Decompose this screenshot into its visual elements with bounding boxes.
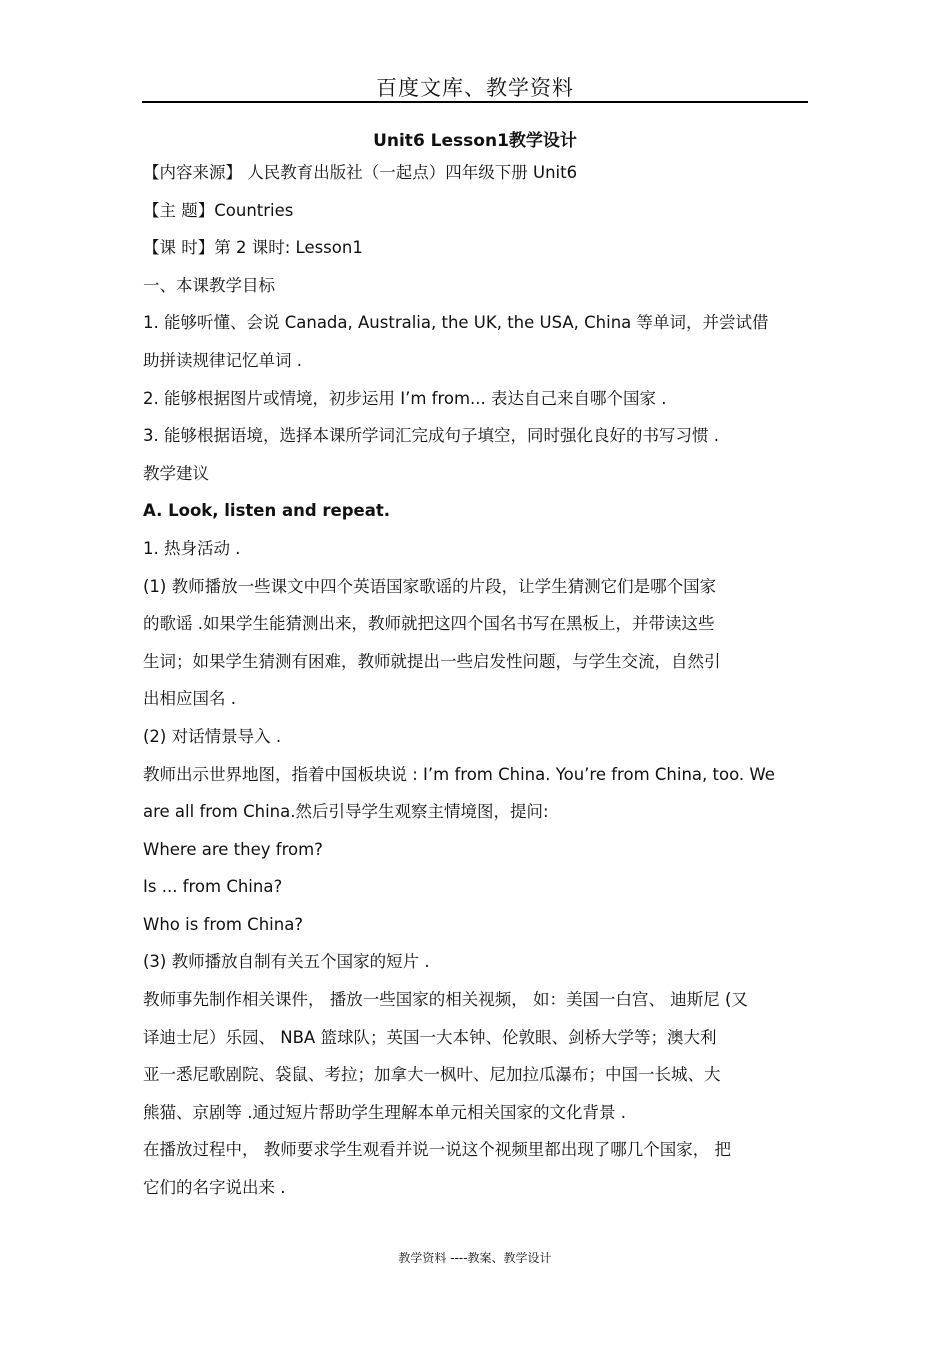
paragraph-line: 生词；如果学生猜测有困难，教师就提出一些启发性问题，与学生交流，自然引 xyxy=(143,651,721,671)
paragraph-line: Is ... from China? xyxy=(143,877,283,897)
period-line: 【课 时】第 2 课时: Lesson1 xyxy=(143,238,363,258)
paragraph-line: 译迪士尼）乐园、 NBA 篮球队；英国一大本钟、伦敦眼、剑桥大学等；澳大利 xyxy=(143,1027,717,1047)
paragraph-line: 在播放过程中， 教师要求学生观看并说一说这个视频里都出现了哪几个国家， 把 xyxy=(143,1140,731,1160)
header-divider xyxy=(142,101,808,103)
paragraph-line: 亚一悉尼歌剧院、袋鼠、考拉；加拿大一枫叶、尼加拉瓜瀑布；中国一长城、大 xyxy=(143,1065,721,1085)
document-title: Unit6 Lesson1教学设计 xyxy=(373,131,577,151)
page-header-title: 百度文库、教学资料 xyxy=(376,76,574,100)
page-footer: 教学资料 ----教案、教学设计 xyxy=(398,1251,552,1265)
paragraph-line: 3. 能够根据语境，选择本课所学词汇完成句子填空，同时强化良好的书写习惯 . xyxy=(143,426,719,446)
paragraph-line: 2. 能够根据图片或情境，初步运用 I’m from... 表达自己来自哪个国家 . xyxy=(143,388,667,408)
paragraph-line: (1) 教师播放一些课文中四个英语国家歌谣的片段，让学生猜测它们是哪个国家 xyxy=(143,576,717,596)
paragraph-line: are all from China.然后引导学生观察主情境图，提问: xyxy=(143,802,549,822)
paragraph-line: 1. 能够听懂、会说 Canada, Australia, the UK, the USA, China 等单词，并尝试借 xyxy=(143,313,769,333)
section-heading: 一、本课教学目标 xyxy=(143,275,275,295)
paragraph-line: 熊猫、京剧等 .通过短片帮助学生理解本单元相关国家的文化背景 . xyxy=(143,1102,626,1122)
paragraph-line: 1. 热身活动 . xyxy=(143,538,241,558)
paragraph-line: (3) 教师播放自制有关五个国家的短片 . xyxy=(143,952,430,972)
paragraph-line: 助拼读规律记忆单词 . xyxy=(143,350,302,370)
document-body xyxy=(143,160,813,1213)
paragraph-line: 教师出示世界地图，指着中国板块说 : I’m from China. You’re from China, too. We xyxy=(143,764,775,784)
paragraph-line: 教师事先制作相关课件， 播放一些国家的相关视频， 如：美国一白宫、 迪斯尼 (又 xyxy=(143,990,748,1010)
paragraph-line: 出相应国名 . xyxy=(143,689,236,709)
paragraph-line: 的歌谣 .如果学生能猜测出来，教师就把这四个国名书写在黑板上，并带读这些 xyxy=(143,614,715,634)
paragraph-line: 它们的名字说出来 . xyxy=(143,1178,286,1198)
paragraph-line: (2) 对话情景导入 . xyxy=(143,726,282,746)
subsection-heading: A. Look, listen and repeat. xyxy=(143,501,391,521)
topic-line: 【主 题】Countries xyxy=(143,200,294,220)
paragraph-line: Who is from China? xyxy=(143,914,304,934)
section-heading: 教学建议 xyxy=(143,463,209,483)
source-line: 【内容来源】 人民教育出版社（一起点）四年级下册 Unit6 xyxy=(143,163,578,182)
paragraph-line: Where are they from? xyxy=(143,839,323,859)
